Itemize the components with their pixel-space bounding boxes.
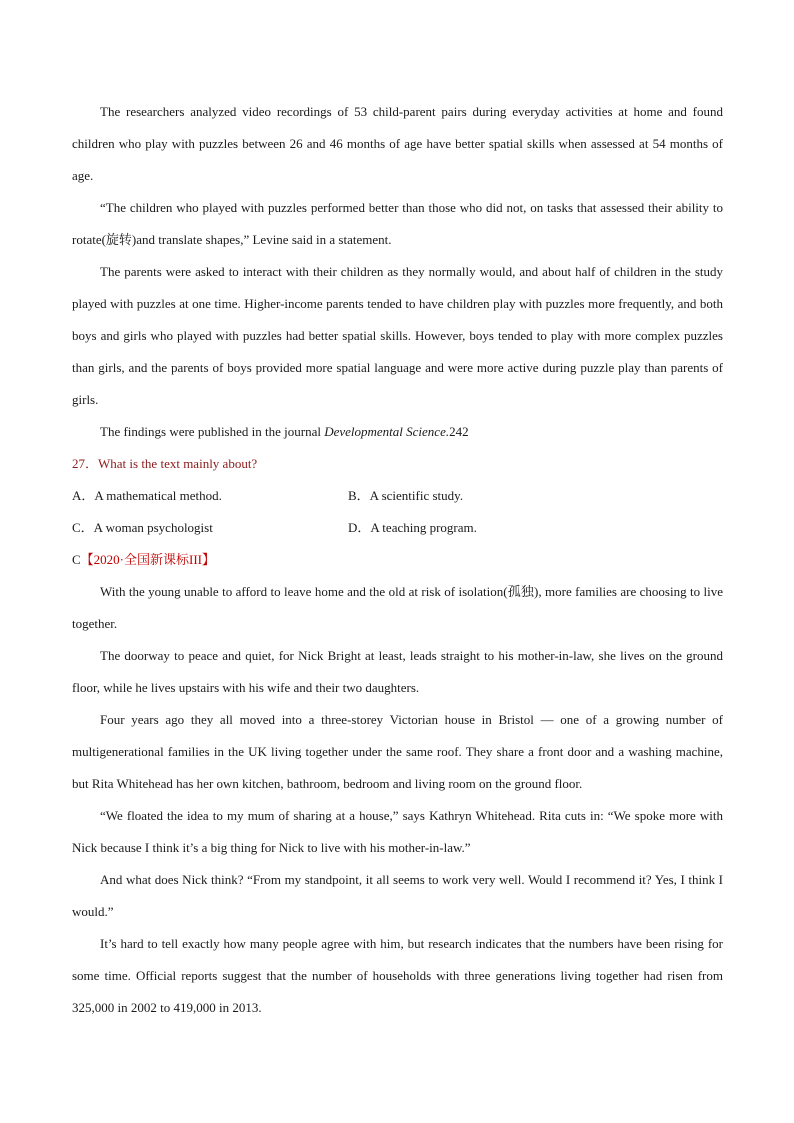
passage-b-paragraph-3: The parents were asked to interact with their children as they normally would, and about half of children in the study played with puzzles at one time. Higher-income parents tended to have children play with puzzles more frequently, and both boys and girls who played with puzzles had better spatial skills. However, boys tended to play with more complex puzzles than girls, and the parents of boys provided more spatial language and were more active during puzzle play than parents of girls. [72, 264, 723, 407]
passage-c-paragraph-5: And what does Nick think? “From my standpoint, it all seems to work very well. Would I recommend it? Yes, I think I would.” [72, 872, 723, 919]
question-27-stem: 27．What is the text mainly about? [72, 456, 258, 471]
option-d: D．A teaching program. [348, 520, 477, 535]
journal-name: Developmental Science. [324, 424, 450, 439]
section-c-letter: C [72, 552, 81, 567]
question-27-options [72, 480, 723, 544]
document-content [72, 96, 723, 1024]
option-a: A．A mathematical method. [72, 488, 222, 503]
option-b: B．A scientific study. [348, 488, 464, 503]
passage-c-paragraph-6: It’s hard to tell exactly how many people agree with him, but research indicates that the numbers have been rising for some time. Official reports suggest that the number of households with three generations living together had risen from 325,000 in 2002 to 419,000 in 2013. [72, 936, 723, 1015]
section-c-source-tag: 【2020·全国新课标III】 [80, 552, 215, 567]
findings-paragraph [72, 416, 723, 448]
passage-c-paragraph-4: “We floated the idea to my mum of sharing at a house,” says Kathryn Whitehead. Rita cuts in: “We spoke more with Nick because I think it’s a big thing for Nick to live with his mother-in-law.” [72, 808, 723, 855]
passage-b-paragraph-1: The researchers analyzed video recordings of 53 child-parent pairs during everyday activities at home and found children who play with puzzles between 26 and 46 months of age have better spatial skills when assessed at 54 months of age. [72, 104, 723, 183]
passage-c-paragraph-1: With the young unable to afford to leave home and the old at risk of isolation(孤独), more families are choosing to live together. [72, 584, 723, 631]
passage-b-paragraph-2: “The children who played with puzzles performed better than those who did not, on tasks that assessed their ability to rotate(旋转)and translate shapes,” Levine said in a statement. [72, 200, 723, 247]
section-c-heading [72, 544, 723, 576]
option-c: C．A woman psychologist [72, 520, 213, 535]
findings-prefix: The findings were published in the journal [100, 424, 325, 439]
findings-suffix: 242 [449, 424, 469, 439]
passage-c-paragraph-3: Four years ago they all moved into a three-storey Victorian house in Bristol — one of a growing number of multigenerational families in the UK living together under the same roof. They share a front door and a washing machine, but Rita Whitehead has her own kitchen, bathroom, bedroom and living room on the ground floor. [72, 712, 723, 791]
passage-c-paragraph-2: The doorway to peace and quiet, for Nick Bright at least, leads straight to his mother-in-law, she lives on the ground floor, while he lives upstairs with his wife and their two daughters. [72, 648, 723, 695]
